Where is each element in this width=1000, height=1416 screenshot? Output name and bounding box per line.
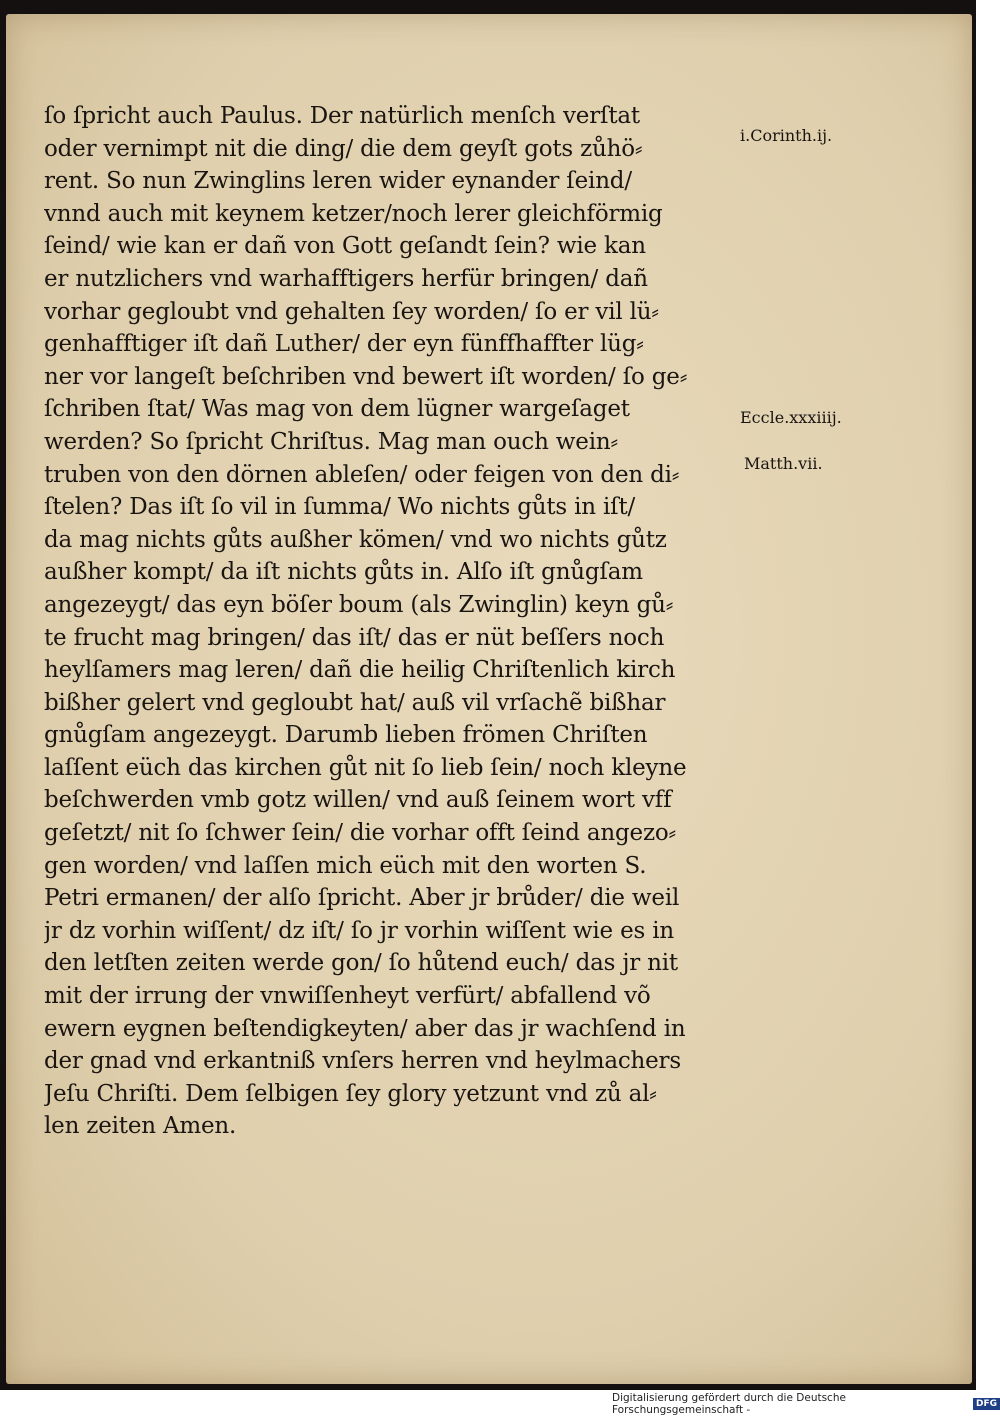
page-sheet: [6, 14, 972, 1384]
text-line: ſtelen? Das iſt ſo vil in ſumma/ Wo nichts gůts in iſt/: [44, 494, 636, 521]
text-line: ſchriben ſtat/ Was mag von dem lügner wargeſaget: [44, 396, 630, 423]
text-line: den letſten zeiten werde gon/ ſo hůtend euch/ das jr nit: [44, 950, 678, 977]
digitization-credit: [612, 1392, 1000, 1416]
text-line: der gnad vnd erkantniß vnſers herren vnd heylmachers: [44, 1048, 681, 1075]
text-line: geſetzt/ nit ſo ſchwer ſein/ die vorhar offt ſeind angezo⸗: [44, 820, 676, 847]
dfg-logo-icon: DFG: [973, 1398, 1000, 1410]
text-line: truben von den dörnen ableſen/ oder feigen von den di⸗: [44, 461, 680, 488]
text-line: ner vor langeſt beſchriben vnd bewert iſt worden/ ſo ge⸗: [44, 363, 688, 390]
text-line: beſchwerden vmb gotz willen/ vnd auß ſeinem wort vff: [44, 787, 672, 814]
text-line: jr dz vorhin wiſſent/ dz iſt/ ſo jr vorhin wiſſent wie es in: [44, 917, 674, 944]
text-line: da mag nichts gůts außher kömen/ vnd wo nichts gůtz: [44, 526, 667, 553]
text-line: rent. So nun Zwinglins leren wider eynander ſeind/: [44, 168, 632, 195]
text-line: ſo ſpricht auch Paulus. Der natürlich menſch verſtat: [44, 103, 640, 129]
text-line: er nutzlichers vnd warhafftigers herfür bringen/ dañ: [44, 265, 648, 292]
text-line: te frucht mag bringen/ das iſt/ das er nüt beſſers noch: [44, 624, 665, 651]
credit-text: Digitalisierung gefördert durch die Deutsche Forschungsgemeinschaft -: [612, 1392, 846, 1416]
body-text: [44, 100, 744, 1143]
text-line: vorhar gegloubt vnd gehalten ſey worden/ ſo er vil lü⸗: [44, 298, 659, 325]
text-line: oder vernimpt nit die ding/ die dem geyſt gots zůhö⸗: [44, 135, 643, 162]
margin-note-ecclesiasticus: Eccle.xxxiiij.: [740, 408, 842, 427]
text-line: ewern eygnen beſtendigkeyten/ aber das jr wachſend in: [44, 1015, 686, 1042]
text-line: len zeiten Amen.: [44, 1113, 237, 1140]
text-line: mit der irrung der vnwiſſenheyt verfürt/ abfallend võ: [44, 983, 651, 1010]
text-line: ſeind/ wie kan er dañ von Gott geſandt ſein? wie kan: [44, 233, 646, 260]
margin-note-matthew: Matth.vii.: [744, 454, 823, 473]
text-line: Jeſu Chriſti. Dem ſelbigen ſey glory yetzunt vnd zů al⸗: [44, 1080, 657, 1107]
text-line: Petri ermanen/ der alſo ſpricht. Aber jr brůder/ die weil: [44, 885, 680, 912]
text-line: gen worden/ vnd laſſen mich eüch mit den worten S.: [44, 852, 647, 879]
margin-note-corinthians: i.Corinth.ij.: [740, 126, 833, 145]
text-line: angezeygt/ das eyn böſer boum (als Zwinglin) keyn gů⸗: [44, 591, 674, 618]
text-line: laſſent eüch das kirchen gůt nit ſo lieb ſein/ noch kleyne: [44, 754, 687, 781]
text-line: bißher gelert vnd gegloubt hat/ auß vil vrſachẽ bißhar: [44, 689, 666, 716]
text-line: gnůgſam angezeygt. Darumb lieben frömen Chriſten: [44, 722, 648, 749]
text-line: genhafftiger iſt dañ Luther/ der eyn fünffhaffter lüg⸗: [44, 331, 644, 358]
text-line: außher kompt/ da iſt nichts gůts in. Alſo iſt gnůgſam: [44, 559, 643, 586]
text-line: heylſamers mag leren/ dañ die heilig Chriſtenlich kirch: [44, 657, 676, 684]
text-line: werden? So ſpricht Chriſtus. Mag man ouch wein⸗: [44, 428, 618, 455]
text-line: vnnd auch mit keynem ketzer/noch lerer gleichförmig: [44, 200, 663, 227]
